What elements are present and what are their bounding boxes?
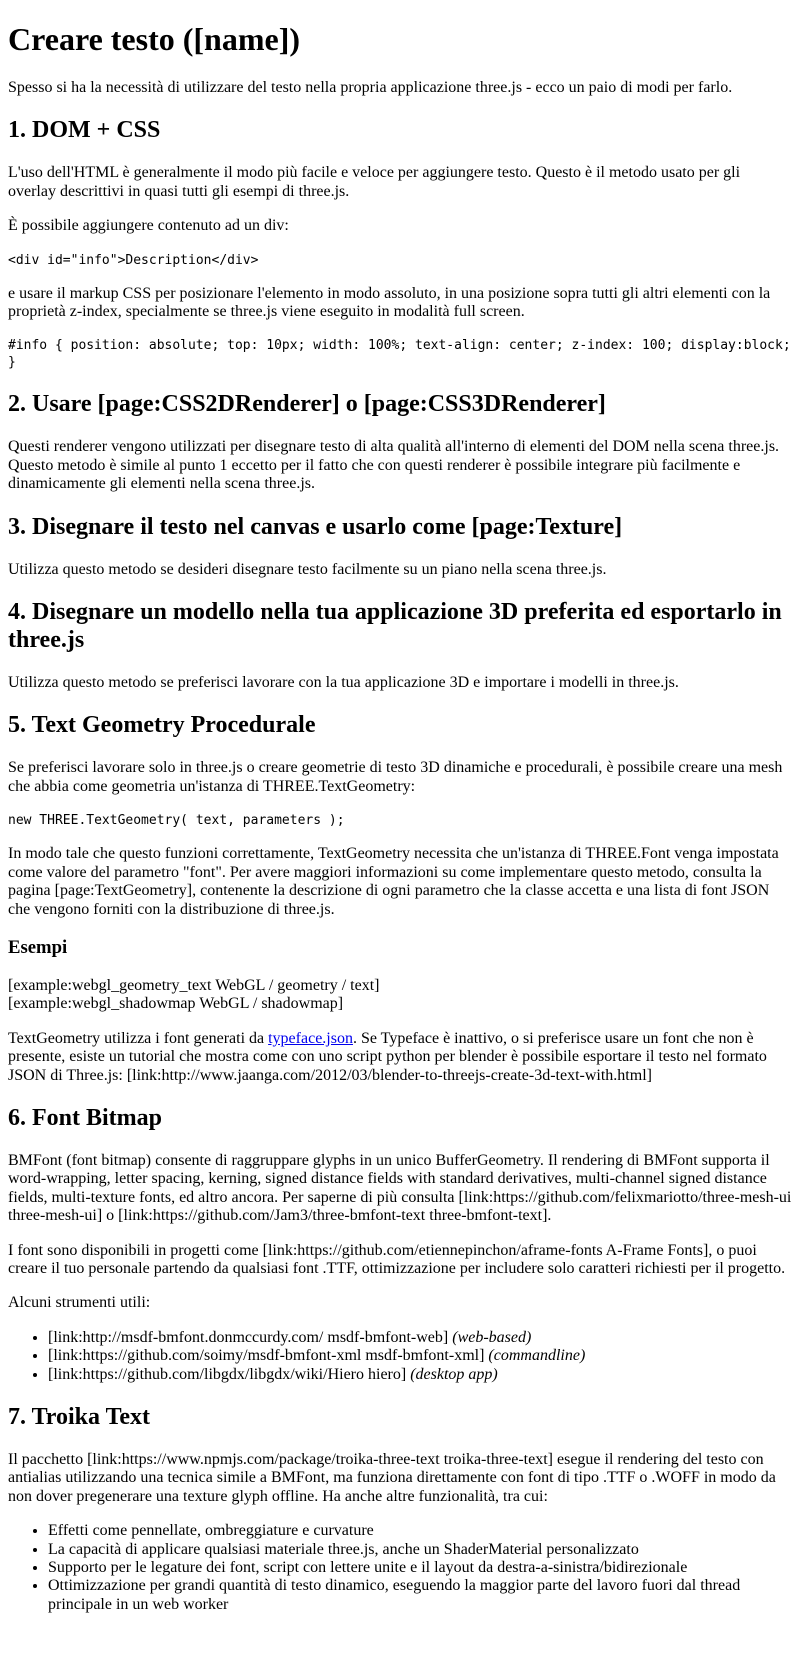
section-1-heading: 1. DOM + CSS	[8, 117, 161, 144]
section-5-heading: 5. Text Geometry Procedurale	[8, 712, 316, 739]
section-1-paragraph-1: L'uso dell'HTML è generalmente il modo più facile e veloce per aggiungere testo. Questo è il metodo usato per gli overlay descrittivi in quasi tutti gli esempi di three.js.	[8, 164, 741, 200]
list-item: • Supporto per le legature dei font, script con lettere unite e il layout da destra-a-sinistra/bidirezionale	[48, 1559, 792, 1577]
section-5-paragraph-2: In modo tale che questo funzioni correttamente, TextGeometry necessita che un'istanza di THREE.Font venga impostata come valore del parametro "font". Per avere maggiori informazioni su come implementare questo metodo, consulta la pagina [page:TextGeometry], contenente la descrizione di ogni parametro che la classe accetta e una lista di font JSON che vengono forniti con la distribuzione di three.js.	[8, 845, 779, 918]
tool-name: [link:http://msdf-bmfont.donmccurdy.com/ msdf-bmfont-web]	[48, 1328, 449, 1346]
section-6-heading: 6. Font Bitmap	[8, 1104, 163, 1131]
examples-list	[8, 977, 792, 1014]
section-6-paragraph-2: I font sono disponibili in progetti come [link:https://github.com/etiennepinchon/aframe-fonts A-Frame Fonts], o puoi creare il tuo personale partendo da qualsiasi font .TTF, ottimizzazione per includere solo caratteri richiesti per il progetto.	[8, 1241, 786, 1277]
list-item: • La capacità di applicare qualsiasi materiale three.js, anche un ShaderMaterial personalizzato	[48, 1541, 792, 1559]
typeface-json-link[interactable]: typeface.json	[268, 1029, 353, 1047]
section-1-paragraph-2: È possibile aggiungere contenuto ad un div:	[8, 217, 289, 235]
tools-list	[8, 1329, 792, 1384]
code-css-info: #info { position: absolute; top: 10px; width: 100%; text-align: center; z-index: 100; display:block; }	[8, 338, 791, 371]
section-2-heading: 2. Usare [page:CSS2DRenderer] o [page:CSS3DRenderer]	[8, 391, 606, 418]
example-shadowmap: [example:webgl_shadowmap WebGL / shadowmap]	[8, 995, 344, 1013]
list-item	[48, 1366, 792, 1384]
typeface-text-after: . Se Typeface è inattivo, o si preferisce usare un font che non è presente, esiste un tutorial che mostra come con uno script python per blender è possibile esportare il testo nel formato JSON di Three.js: [link:http://www.jaanga.com/2012/03/blender-to-threejs-create-3d-text-with.html]	[8, 1029, 767, 1084]
section-7-paragraph-1: Il pacchetto [link:https://www.npmjs.com/package/troika-three-text troika-three-text] esegue il rendering del testo con antialias utilizzando una tecnica simile a BMFont, ma funziona direttamente con font di tipo .TTF o .WOFF in modo da non dover pregenerare una texture glyph offline. Ha anche altre funzionalità, tra cui:	[8, 1451, 776, 1505]
section-4-heading: 4. Disegnare un modello nella tua applicazione 3D preferita ed esportarlo in three.js	[8, 599, 782, 654]
section-1-paragraph-3: e usare il markup CSS per posizionare l'elemento in modo assoluto, in una posizione sopra tutti gli altri elementi con la proprietà z-index, specialmente se three.js viene eseguito in modalità full screen.	[8, 284, 771, 321]
intro-paragraph: Spesso si ha la necessità di utilizzare del testo nella propria applicazione three.js - ecco un paio di modi per farlo.	[8, 79, 733, 96]
list-item	[48, 1347, 792, 1365]
list-item	[48, 1329, 792, 1347]
features-list	[8, 1522, 792, 1614]
page-title: Creare testo ([name])	[8, 21, 301, 57]
tool-name: [link:https://github.com/soimy/msdf-bmfont-xml msdf-bmfont-xml]	[48, 1347, 485, 1365]
section-6-paragraph-3: Alcuni strumenti utili:	[8, 1294, 151, 1312]
tool-note: (web-based)	[452, 1328, 532, 1346]
section-3-paragraph-1: Utilizza questo metodo se desideri disegnare testo facilmente su un piano nella scena three.js.	[8, 560, 607, 578]
section-7-heading: 7. Troika Text	[8, 1404, 151, 1430]
section-2-paragraph-1: Questi renderer vengono utilizzati per disegnare testo di alta qualità all'interno di elementi del DOM nella scena three.js. Questo metodo è simile al punto 1 eccetto per il fatto che con questi renderer è possibile integrare più facilmente e dinamicamente gli elementi nella scena three.js.	[8, 438, 780, 493]
tool-note: (desktop app)	[410, 1365, 498, 1383]
document-page	[0, 21, 800, 1614]
examples-heading: Esempi	[8, 936, 68, 958]
code-text-geometry: new THREE.TextGeometry( text, parameters );	[8, 813, 345, 829]
example-geometry-text: [example:webgl_geometry_text WebGL / geometry / text]	[8, 976, 380, 994]
section-4-paragraph-1: Utilizza questo metodo se preferisci lavorare con la tua applicazione 3D e importare i modelli in three.js.	[8, 674, 679, 692]
typeface-text-before: TextGeometry utilizza i font generati da	[8, 1029, 269, 1047]
tool-note: (commandline)	[488, 1347, 586, 1365]
section-5-paragraph-1: Se preferisci lavorare solo in three.js o creare geometrie di testo 3D dinamiche e procedurali, è possibile creare una mesh che abbia come geometria un'istanza di THREE.TextGeometry:	[8, 759, 783, 795]
list-item: • Ottimizzazione per grandi quantità di testo dinamico, eseguendo la maggior parte del lavoro fuori dal thread principale in un web worker	[48, 1577, 792, 1614]
tool-name: [link:https://github.com/libgdx/libgdx/wiki/Hiero hiero]	[48, 1365, 407, 1383]
section-5-paragraph-3	[8, 1030, 792, 1085]
code-div-info: <div id="info">Description</div>	[8, 252, 259, 268]
list-item: • Effetti come pennellate, ombreggiature e curvature	[48, 1522, 792, 1540]
section-3-heading: 3. Disegnare il testo nel canvas e usarlo come [page:Texture]	[8, 513, 623, 540]
section-6-paragraph-1: BMFont (font bitmap) consente di raggruppare glyphs in un unico BufferGeometry. Il rendering di BMFont supporta il word-wrapping, letter spacing, kerning, signed distance fields with standard derivatives, multi-channel signed distance fields, multi-texture fonts, ed altro ancora. Per saperne di più consulta [link:https://github.com/felixmariotto/three-mesh-ui three-mesh-ui] o [link:https://github.com/Jam3/three-bmfont-text three-bmfont-text].	[8, 1151, 792, 1225]
